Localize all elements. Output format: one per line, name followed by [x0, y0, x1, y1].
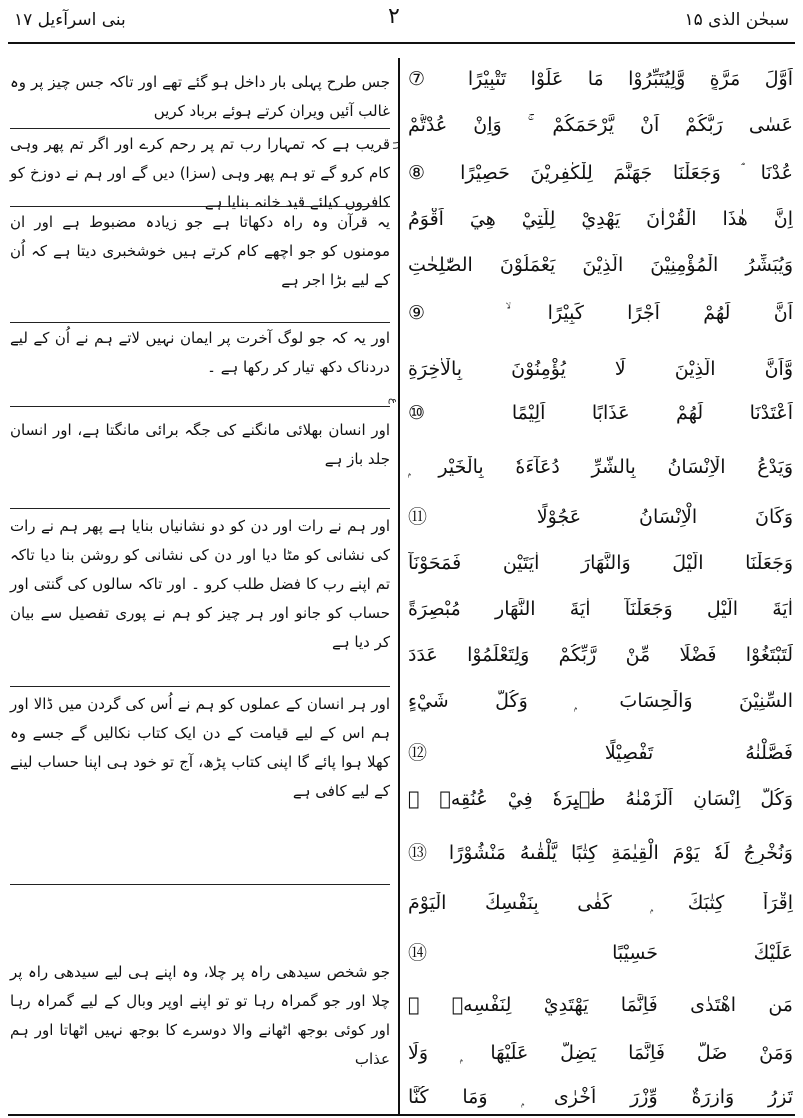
surah-name: بنی اسرآءیل ۱۷ [14, 10, 126, 30]
arabic-line: وَكُلَّ اِنْسَانٍ اَلْزَمْنٰهُ طٰۗىِٕرَهٗ فِيْ عُنُقِهٖ ۭ [408, 788, 793, 810]
arabic-line: السِّنِيْنَ وَالْحِسَابَ ۭ وَكُلَّ شَيْءٍ [408, 690, 793, 712]
arabic-column [408, 58, 793, 1113]
verse-separator [10, 686, 390, 687]
verse-separator [10, 884, 390, 885]
verse-separator [10, 322, 390, 323]
verse-separator [10, 406, 390, 407]
verse-separator [10, 206, 390, 207]
arabic-line: اٰيَةَ الَّيْلِ وَجَعَلْنَآ اٰيَةَ النَّهَارِ مُبْصِرَةً [408, 598, 793, 620]
arabic-line: وَكَانَ الْاِنْسَانُ عَجُوْلًا ⑪ [408, 506, 793, 528]
arabic-line: وَنُخْرِجُ لَهٗ يَوْمَ الْقِيٰمَةِ كِتٰبًا يَّلْقٰىهُ مَنْشُوْرًا ⑬ [408, 842, 793, 864]
translation-verse-10: اور یہ کہ جو لوگ آخرت پر ایمان نہیں لاتے ہم نے اُن کے لیے دردناک دکھ تیار کر رکھا ہے ۔ [10, 329, 390, 376]
arabic-line: عَلَيْكَ حَسِيْبًا ⑭ [408, 942, 793, 964]
translation-verse-7: جس طرح پہلی بار داخل ہو گئے تھے اور تاکہ جس چیز پر وہ غالب آئیں ویران کرتے ہوئے برباد کریں [10, 73, 390, 120]
juz-name: سبحٰن الذی ۱۵ [684, 10, 789, 30]
header-rule [8, 42, 795, 44]
arabic-line: وَمَنْ ضَلَّ فَاِنَّمَا يَضِلُّ عَلَيْهَا ۭ وَلَا [408, 1042, 793, 1064]
arabic-line: لِّتَبْتَغُوْا فَضْلًا مِّنْ رَّبِّكُمْ وَلِتَعْلَمُوْا عَدَدَ [408, 644, 793, 666]
arabic-line: اِنَّ هٰذَا الْقُرْاٰنَ يَهْدِيْ لِلَّتِيْ هِيَ اَقْوَمُ [408, 208, 793, 230]
verse-separator [10, 128, 390, 129]
arabic-line: اَنَّ لَهُمْ اَجْرًا كَبِيْرًا ۙ ⑨ [408, 302, 793, 324]
translation-column [10, 58, 390, 1113]
arabic-line: وَيَدْعُ الْاِنْسَانُ بِالشَّرِّ دُعَآءَهٗ بِالْخَيْرِ ۭ [408, 456, 793, 478]
arabic-line: وَيُبَشِّرُ الْمُؤْمِنِيْنَ الَّذِيْنَ يَعْمَلُوْنَ الصّٰلِحٰتِ [408, 254, 793, 276]
translation-verse-11: اور انسان بھلائی مانگنے کی جگہ برائی مانگتا ہے، اور انسان جلد باز ہے [10, 421, 390, 468]
arabic-line: تَزِرُ وَازِرَةٌ وِّزْرَ اُخْرٰى ۭ وَمَا كُنَّا [408, 1086, 793, 1108]
arabic-line: اِقْرَاْ كِتٰبَكَ ۭ كَفٰى بِنَفْسِكَ الْيَوْمَ [408, 892, 793, 914]
translation-verse-15: جو شخص سیدھی راہ پر چلا، وہ اپنے ہی لیے سیدھی راہ پر چلا اور جو گمراہ رہا تو تو اپنے اوپر وبال کے لیے گمراہ رہا اور کوئی بوجھ اٹھانے والا دوسرے کا بوجھ نہیں اٹھاتا اور ہم عذاب [10, 963, 390, 1068]
footer-rule [8, 1114, 795, 1116]
arabic-line: فَصَّلْنٰهُ تَفْصِيْلًا ⑫ [408, 742, 793, 764]
arabic-line: عُدْنَا ۘ وَجَعَلْنَا جَهَنَّمَ لِلْكٰفِرِيْنَ حَصِيْرًا ⑧ [408, 162, 793, 184]
translation-verse-9: یہ قرآن وہ راہ دکھاتا ہے جو زیادہ مضبوط ہے اور ان مومنوں کو جو اچھے کام کرتے ہیں خوشخبری دیتا ہے کہ اُن کے لیے بڑا اجر ہے [10, 213, 390, 289]
column-divider [398, 58, 400, 1114]
arabic-line: عَسٰى رَبُّكُمْ اَنْ يَّرْحَمَكُمْ ۚ وَاِنْ عُدْتُّمْ [408, 114, 793, 136]
arabic-line: وَجَعَلْنَا الَّيْلَ وَالنَّهَارَ اٰيَتَيْنِ فَمَحَوْنَآ [408, 552, 793, 574]
translation-verse-13-14: اور ہر انسان کے عملوں کو ہم نے اُس کی گردن میں ڈالا اور ہم اس کے لیے قیامت کے دن ایک کتاب نکالیں گے جسے وہ کھلا ہوا پائے گا اپنی کتاب پڑھ، آج تو خود ہی اپنا حساب لینے کے لیے کافی ہے [10, 695, 390, 800]
arabic-line: وَّاَنَّ الَّذِيْنَ لَا يُؤْمِنُوْنَ بِالْاٰخِرَةِ [408, 358, 793, 380]
margin-note: ع [388, 398, 399, 404]
arabic-line: مَنِ اهْتَدٰى فَاِنَّمَا يَهْتَدِيْ لِنَفْسِهٖ ۚ [408, 994, 793, 1016]
translation-verse-12: اور ہم نے رات اور دن کو دو نشانیاں بنایا ہے پھر ہم نے رات کی نشانی کو مٹا دیا اور دن کی نشانی کو روشن بنا دیا تاکہ تم اپنے رب کا فضل طلب کرو ۔ اور تاکہ سالوں کی گنتی اور حساب کو جانو اور ہر چیز کو ہم نے پوری تفصیل سے بیان کر دیا ہے [10, 517, 390, 651]
verse-separator [10, 508, 390, 509]
arabic-line: اَوَّلَ مَرَّةٍ وَّلِيُتَبِّرُوْا مَا عَلَوْا تَتْبِيْرًا ⑦ [408, 68, 793, 90]
margin-note: ۱۱ [390, 140, 401, 151]
arabic-line: اَعْتَدْنَا لَهُمْ عَذَابًا اَلِيْمًا ⑩ [408, 402, 793, 424]
page-number: ۲ [388, 4, 400, 29]
translation-verse-8: قریب ہے کہ تمہارا رب تم پر رحم کرے اور اگر تم پھر وہی کام کرو گے تو ہم پھر وہی (سزا) دیں گے اور ہم نے دوزخ کو کافروں کیلئے قید خانہ بنایا ہے [10, 135, 390, 211]
